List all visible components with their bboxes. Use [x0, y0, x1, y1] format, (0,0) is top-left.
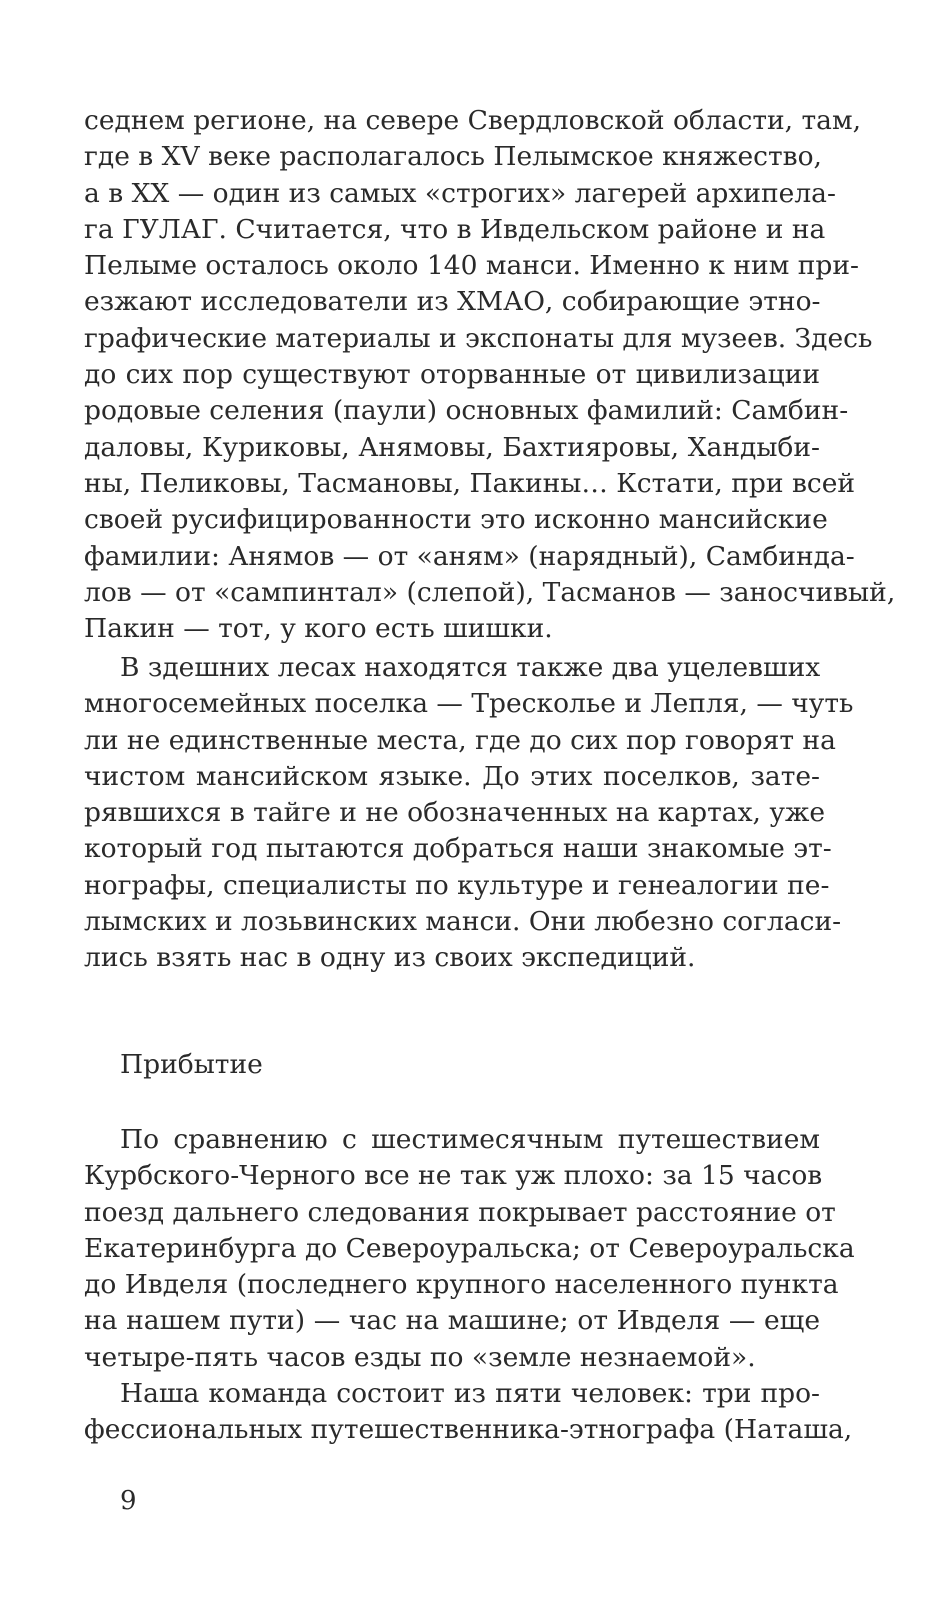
page-number: 9 [120, 1486, 137, 1516]
paragraph-continued [84, 103, 896, 647]
text-line: фессиональных путешественника-этнографа (Наташа, [84, 1414, 853, 1446]
text-line: четыре-пять часов езды по «земле незнаемой». [84, 1341, 756, 1373]
text-line: до Ивделя (последнего крупного населенного пункта [84, 1269, 839, 1301]
paragraph-1 [84, 103, 896, 647]
text-line: на нашем пути) — час на машине; от Ивделя — еще [84, 1305, 820, 1337]
paragraph-block-3 [84, 1122, 855, 1376]
text-line: рявшихся в тайге и не обозначенных на картах, уже [84, 797, 826, 829]
text-line: графические материалы и экспонаты для музеев. Здесь [84, 322, 873, 354]
text-line: Курбского-Черного все не так уж плохо: за 15 часов [84, 1160, 823, 1192]
text-line: даловы, Куриковы, Анямовы, Бахтияровы, Хандыби- [84, 431, 820, 463]
text-line: лымских и лозьвинских манси. Они любезно согласи- [84, 906, 842, 938]
text-line: который год пытаются добраться наши знакомые эт- [84, 833, 832, 865]
text-line: фамилии: Анямов — от «аням» (нарядный), Самбинда- [84, 540, 855, 572]
text-line: до сих пор существуют оторванные от цивилизации [84, 359, 820, 391]
text-line: нографы, специалисты по культуре и генеалогии пе- [84, 869, 830, 901]
paragraph-4 [84, 1376, 853, 1449]
text-line: ны, Пеликовы, Тасмановы, Пакины… Кстати, при всей [84, 467, 856, 499]
text-line: поезд дальнего следования покрывает расстояние от [84, 1196, 836, 1228]
paragraph-2 [84, 650, 854, 977]
text-line: где в XV веке располагалось Пелымское княжество, [84, 141, 822, 173]
text-line: ли не единственные места, где до сих пор говорят на [84, 724, 836, 756]
text-line: га ГУЛАГ. Считается, что в Ивдельском районе и на [84, 213, 826, 245]
text-line: лись взять нас в одну из своих экспедиций. [84, 942, 696, 974]
text-line: своей русифицированности это исконно мансийские [84, 504, 828, 536]
text-line: Екатеринбурга до Североуральска; от Североуральска [84, 1232, 855, 1264]
paragraph-block-2 [84, 650, 854, 977]
text-line: Наша команда состоит из пяти человек: три про- [120, 1378, 820, 1409]
text-line: лов — от «сампинтал» (слепой), Тасманов — заносчивый, [84, 576, 896, 608]
text-line: а в XX — один из самых «строгих» лагерей архипела- [84, 177, 836, 209]
text-line: езжают исследователи из ХМАО, собирающие этно- [84, 286, 821, 318]
text-line: По сравнению с шестимесячным путешествием [120, 1124, 820, 1155]
text-line: Пелыме осталось около 140 манси. Именно к ним при- [84, 250, 859, 282]
text-line: родовые селения (паули) основных фамилий: Самбин- [84, 395, 849, 427]
text-line: В здешних лесах находятся также два уцелевших [120, 652, 821, 683]
text-line: чистом мансийском языке. До этих поселков, зате- [84, 760, 820, 792]
text-line: многосемейных поселка — Тресколье и Лепля, — чуть [84, 688, 854, 720]
paragraph-3 [84, 1122, 855, 1376]
paragraph-block-4 [84, 1376, 853, 1449]
text-line: Пакин — тот, у кого есть шишки. [84, 613, 553, 645]
section-title: Прибытие [120, 1049, 263, 1080]
text-line: седнем регионе, на севере Свердловской области, там, [84, 105, 862, 136]
